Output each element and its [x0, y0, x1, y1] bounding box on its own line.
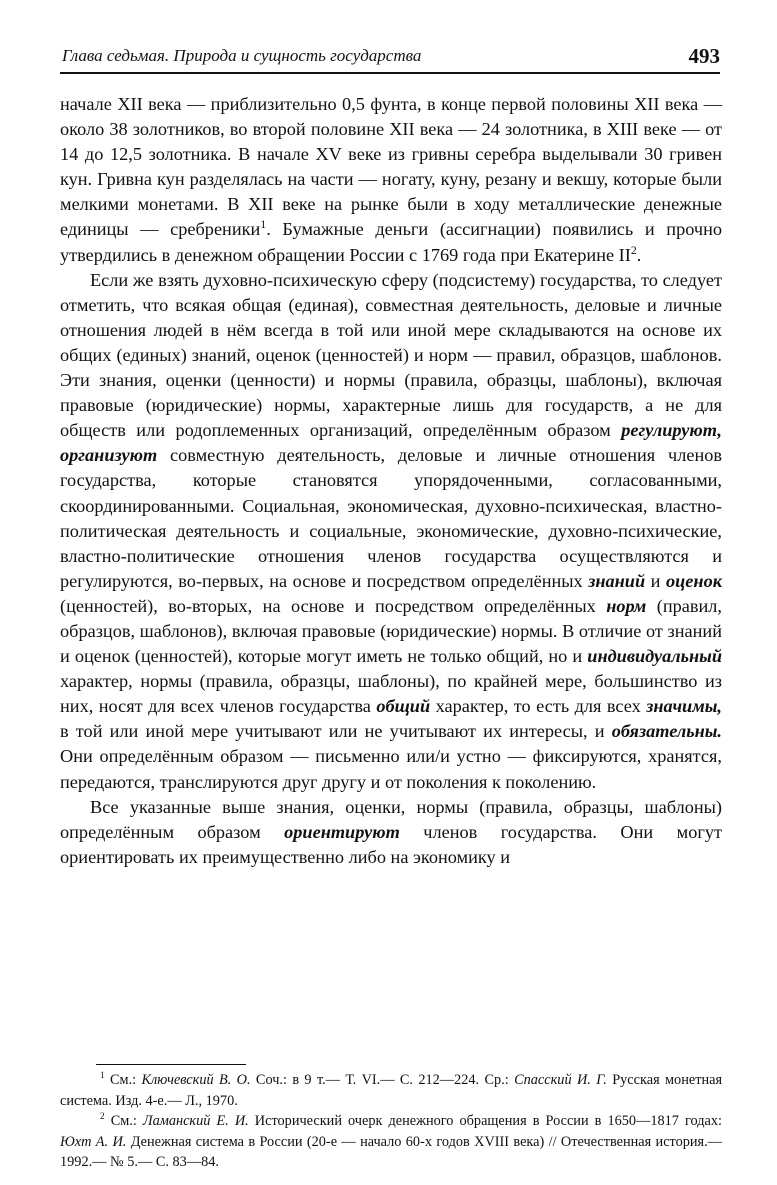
paragraph-text: Они определённым образом — письменно или/и устно — фиксируются, хранятся, передаются, транслируются друг другу и от поколения к поколению. [60, 746, 722, 792]
footnote-text: Денежная система в России (20-е — начало 60-х годов XVIII века) // Отечественная история.— 1992.— № 5.— С. 83—84. [60, 1133, 722, 1170]
footnote-author: Ключевский В. О. [141, 1072, 251, 1088]
footnote-author: Юхт А. И. [60, 1133, 127, 1150]
footnote-ref-2[interactable]: 2 [630, 242, 637, 257]
footnote-text: Исторический очерк денежного обращения в России в 1650—1817 годах: [248, 1113, 723, 1129]
paragraph-text: Все указанные выше знания, оценки, нормы (правила, образцы, шаблоны) определённым образом [60, 796, 722, 842]
emphasis: обязательны. [611, 721, 722, 742]
paragraph-text: в той или иной мере учитывают или не учитывают их интересы, и [60, 721, 612, 742]
paragraph-text: и [645, 570, 666, 591]
footnote-author: Спасский И. Г. [514, 1072, 607, 1088]
footnote-text: Русская монетная система. Изд. 4-е.— Л., 1970. [60, 1072, 723, 1109]
footnote-2 [60, 1111, 722, 1173]
paragraph-3 [60, 795, 722, 870]
paragraph-text: Если же взять духовно-психическую сферу (подсистему) государства, то следует отметить, что всякая общая (единая), совместная деятельность, деловые и личные отношения людей в нём всегда в той или иной мере складываются на основе их общих (единых) знаний, оценок (ценностей) и норм — правил, образцов, шаблонов. Эти знания, оценки (ценности) и нормы (правила, образцы, шаблоны), включая правовые (юридические) нормы, характерные лишь для государств, а не для обществ или родоплеменных организаций, определённым образом [60, 269, 722, 441]
emphasis: индивидуальный [587, 646, 722, 667]
emphasis: регулируют, организуют [60, 420, 722, 466]
page-number: 493 [688, 44, 720, 68]
footnote-divider [96, 1064, 246, 1065]
emphasis: знаний [588, 570, 646, 591]
paragraph-text: характер, то есть для всех [430, 696, 647, 717]
running-title: Глава седьмая. Природа и сущность государства [62, 46, 422, 65]
main-text [60, 92, 722, 870]
page-header [60, 44, 720, 74]
paragraph-text: совместную деятельность, деловые и личные отношения членов государства, которые становятся упорядоченными, согласованными, скоординированными. Социальная, экономическая, духовно-психическая, властно-политическая деятельность и социальные, экономические, духовно-психические, властно-политические отношения членов государства осуществляются и регулируются, во-первых, на основе и посредством определённых [60, 445, 722, 591]
footnotes [60, 1070, 722, 1173]
emphasis: ориентируют [284, 821, 400, 842]
footnote-text: Соч.: в 9 т.— Т. VI.— С. 212—224. Ср.: [250, 1072, 515, 1088]
paragraph-text: начале XII века — приблизительно 0,5 фунта, в конце первой половины XII века — около 38 золотников, во второй половине XII века — 24 золотника, в XIII веке — от 14 до 12,5 золотника. В начале XV веке из гривны серебра выделывали 30 гривен кун. Гривна кун разделялась на части — ногату, куну, резану и векшу, которые были мелкими монетами. В XII веке на рынке были в ходу металлические денежные единицы — сребреники [60, 94, 722, 240]
footnote-number: 1 [100, 1071, 105, 1082]
footnote-text: См.: [104, 1072, 142, 1088]
paragraph-text: . Бумажные деньги (ассигнации) появились и прочно утвердились в денежном обращении России с 1769 года при Екатерине II [60, 219, 723, 265]
paragraph-text: членов государства. Они могут ориентировать их преимущественно либо на экономику и [60, 821, 723, 867]
emphasis: норм [606, 595, 647, 616]
paragraph-text: (ценностей), во-вторых, на основе и посредством определённых [60, 595, 607, 616]
footnote-ref-1[interactable]: 1 [260, 217, 267, 232]
footnote-text: См.: [104, 1113, 143, 1129]
emphasis: оценок [666, 570, 722, 591]
footnote-1 [60, 1070, 722, 1111]
paragraph-1 [60, 92, 722, 268]
footnote-number: 2 [100, 1112, 105, 1123]
paragraph-text: характер, нормы (правила, образцы, шаблоны), по крайней мере, большинство из них, носят для всех членов государства [60, 671, 722, 717]
footnote-author: Ламанский Е. И. [142, 1113, 249, 1129]
emphasis: общий [376, 696, 431, 717]
paragraph-2 [60, 268, 722, 795]
paragraph-text: (правил, образцов, шаблонов), включая правовые (юридические) нормы. В отличие от знаний и оценок (ценностей), которые могут иметь не только общий, но и [60, 595, 723, 667]
paragraph-text: . [636, 244, 642, 265]
emphasis: значимы, [646, 696, 722, 717]
